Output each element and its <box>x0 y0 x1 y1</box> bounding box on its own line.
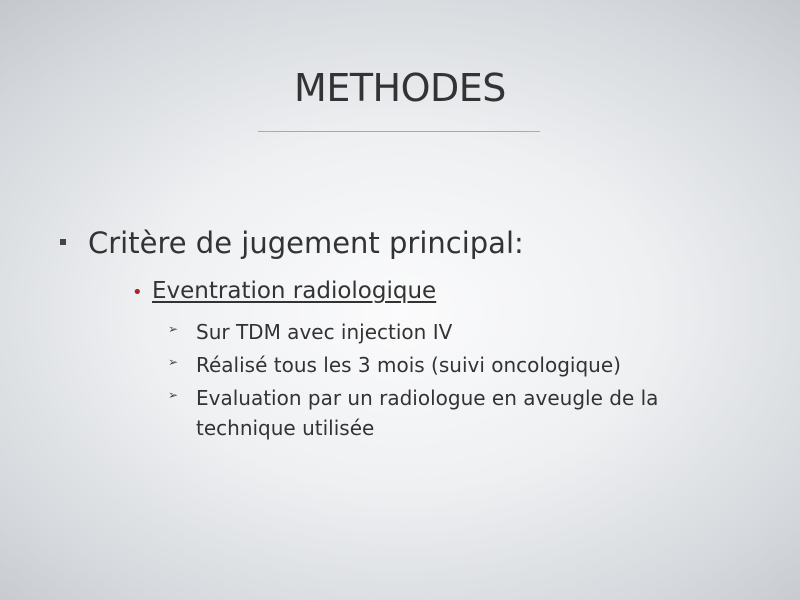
square-bullet-icon <box>60 239 66 245</box>
arrowhead-bullet-icon: ➢ <box>168 355 179 369</box>
arrowhead-bullet-icon: ➢ <box>168 388 179 402</box>
level3-text: Sur TDM avec injection IV <box>196 320 453 344</box>
arrowhead-bullet-icon: ➢ <box>168 322 179 336</box>
dot-bullet-icon: • <box>132 282 143 303</box>
level3-text: Réalisé tous les 3 mois (suivi oncologique) <box>196 353 621 377</box>
level1-text: Critère de jugement principal: <box>88 226 524 260</box>
title-divider <box>258 131 540 132</box>
level3-text: Evaluation par un radiologue en aveugle de la technique utilisée <box>196 386 659 440</box>
slide-title: METHODES <box>294 66 506 110</box>
level2-text: Eventration radiologique <box>152 278 437 304</box>
